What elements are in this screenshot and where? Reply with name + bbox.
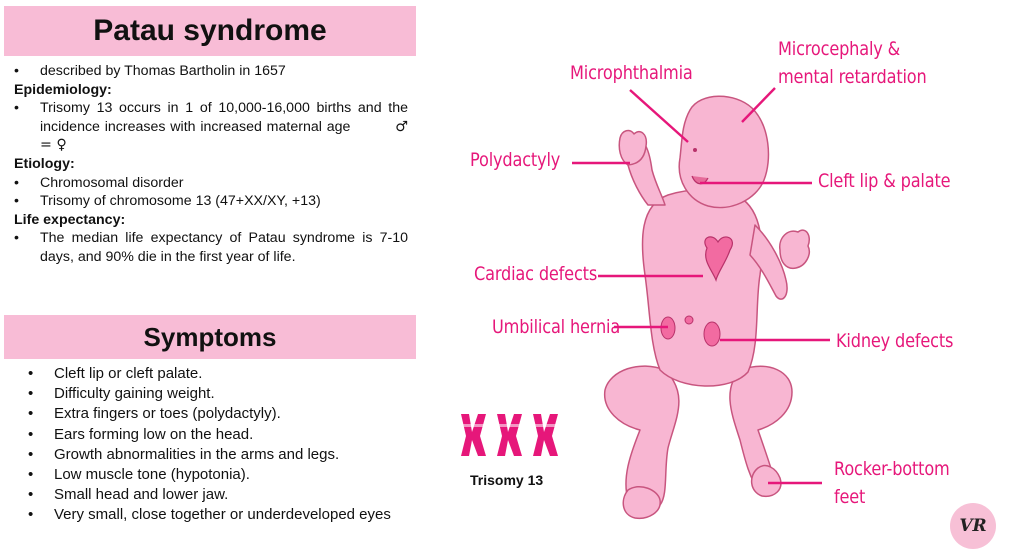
label-umbilical-hernia: Umbilical hernia: [492, 316, 621, 338]
trisomy-caption: Trisomy 13: [470, 472, 544, 488]
symptom-item: • Low muscle tone (hypotonia).: [28, 465, 398, 485]
label-cleft-lip-palate: Cleft lip & palate: [818, 170, 951, 192]
right-kidney-icon: [704, 322, 720, 346]
symptom-item: • Cleft lip or cleft palate.: [28, 364, 398, 384]
torso: [642, 190, 761, 386]
label-rocker-bottom-line2: feet: [834, 486, 866, 508]
chromosome-band: [461, 424, 486, 427]
symptom-item: • Ears forming low on the head.: [28, 425, 398, 445]
eye-icon: [693, 148, 697, 152]
right-foot: [752, 466, 781, 497]
chromosome-band: [497, 424, 522, 427]
etiology-item: • Trisomy of chromosome 13 (47+XX/XY, +13): [14, 192, 408, 211]
etiology-heading: Etiology:: [14, 155, 75, 172]
epidemiology-heading: Epidemiology:: [14, 81, 112, 98]
label-cardiac-defects: Cardiac defects: [474, 263, 598, 285]
chromosome-icon: [533, 414, 558, 456]
navel-icon: [685, 316, 693, 324]
life-expectancy-item: • The median life expectancy of Patau syndrome is 7-10 days, and 90% die in the first year of life.: [14, 229, 408, 266]
etiology-item: • Chromosomal disorder: [14, 174, 408, 193]
sex-ratio: ♂ = ♀: [40, 118, 408, 154]
chromosome-band: [533, 424, 558, 427]
head: [679, 96, 768, 207]
label-kidney-defects: Kidney defects: [836, 330, 954, 352]
label-microcephaly-line2: mental retardation: [778, 66, 927, 88]
label-microcephaly-line1: Microcephaly &: [778, 38, 901, 60]
symptoms-title: Symptoms: [143, 322, 277, 352]
symptom-item: • Extra fingers or toes (polydactyly).: [28, 404, 398, 424]
label-rocker-bottom-line1: Rocker-bottom: [834, 458, 950, 480]
label-polydactyly: Polydactyly: [470, 149, 561, 171]
life-expectancy-heading: Life expectancy:: [14, 211, 126, 228]
symptom-item: • Very small, close together or underdeveloped eyes: [28, 505, 398, 525]
label-microphthalmia: Microphthalmia: [570, 62, 693, 84]
symptom-item: • Difficulty gaining weight.: [28, 384, 398, 404]
page-title: Patau syndrome: [93, 14, 327, 47]
chromosome-icon: [461, 414, 486, 456]
vr-logo: VR: [950, 503, 996, 549]
right-hand: [780, 230, 810, 268]
epidemiology-text: Trisomy 13 occurs in 1 of 10,000-16,000 births and the incidence increases with increased maternal age: [40, 100, 408, 135]
intro-item: • described by Thomas Bartholin in 1657: [14, 62, 408, 81]
chromosome-icon: [497, 414, 522, 456]
symptom-item: • Growth abnormalities in the arms and legs.: [28, 445, 398, 465]
left-foot: [623, 487, 660, 519]
symptom-item: • Small head and lower jaw.: [28, 485, 398, 505]
